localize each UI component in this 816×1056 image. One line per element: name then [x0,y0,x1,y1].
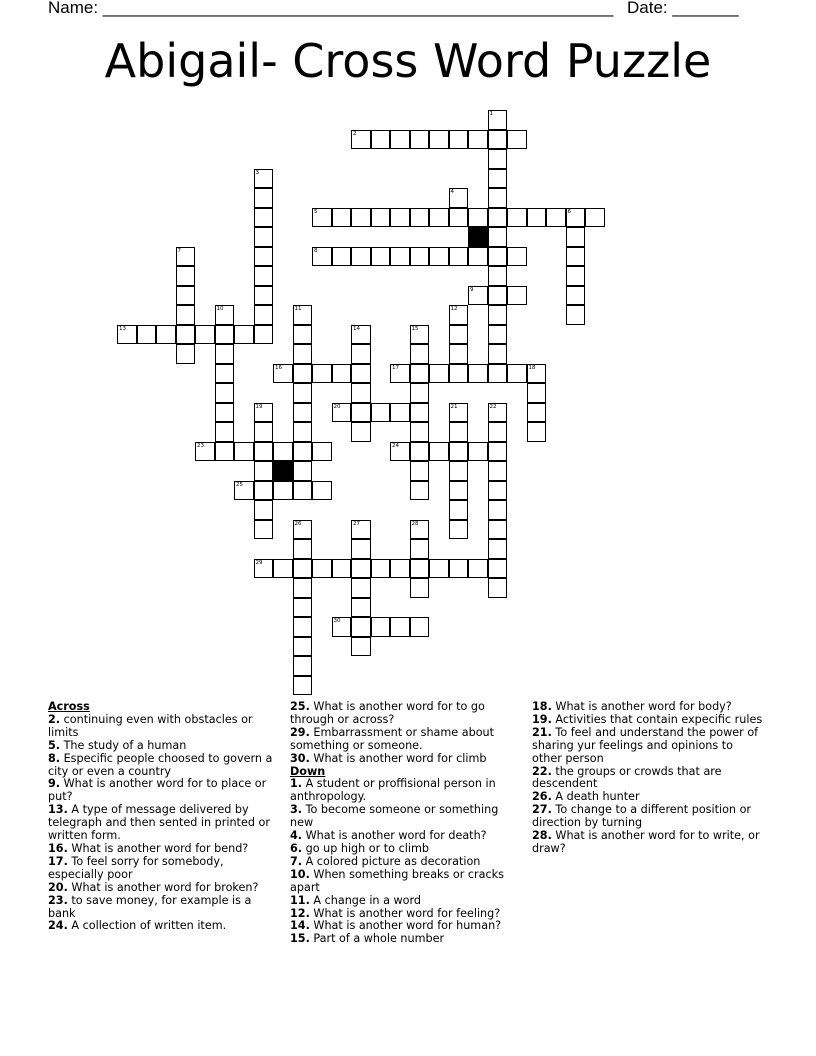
down-clue-list-continued [532,701,764,856]
grid-cell[interactable] [468,130,488,150]
grid-cell[interactable] [371,130,391,150]
cell-number: 9 [470,286,474,293]
down-heading: Down [290,764,326,778]
cell-number: 11 [294,306,302,312]
grid-cell[interactable] [293,559,313,579]
grid-cell[interactable] [488,539,508,559]
grid-cell[interactable] [488,266,508,286]
grid-cell[interactable] [429,208,449,228]
cell-number: 14 [353,325,360,332]
across-clue-20: 20. What is another word for broken? [48,880,259,894]
cell-number: 28 [411,520,419,527]
grid-cell[interactable] [488,286,508,306]
across-clue-list-continued [290,701,522,766]
grid-cell[interactable] [488,461,508,481]
grid-cell[interactable] [566,208,586,228]
grid-cell[interactable] [293,403,313,423]
grid-cell[interactable] [312,442,332,462]
grid-cell[interactable] [176,266,196,286]
cell-number: 3 [255,169,259,176]
grid-cell[interactable] [332,559,352,579]
grid-cell[interactable] [215,325,235,345]
grid-cell[interactable] [410,442,430,462]
grid-cell[interactable] [273,481,293,501]
grid-cell[interactable] [293,364,313,384]
down-clue-26: 26. A death hunter [532,790,640,804]
across-clue-29: 29. Embarrassment or shame about something or someone. [290,725,495,752]
grid-cell[interactable] [332,403,352,423]
grid-cell[interactable] [527,422,547,442]
grid-cell[interactable] [527,364,547,384]
cell-number: 10 [216,306,224,312]
cell-number: 12 [450,306,458,312]
grid-cell[interactable] [429,130,449,150]
grid-cell[interactable] [293,520,313,540]
grid-cell[interactable] [312,364,332,384]
grid-cell[interactable] [273,559,293,579]
grid-cell[interactable] [254,461,274,481]
grid-cell[interactable] [488,188,508,208]
down-clue-1: 1. A student or proffisional person in anthropology. [290,777,496,804]
cell-number: 27 [353,520,360,527]
down-clue-19: 19. Activities that contain expecific rules [532,712,763,726]
grid-cell[interactable] [449,461,469,481]
black-cell [468,227,488,247]
grid-cell[interactable] [410,383,430,403]
clue-column-3 [532,701,764,856]
cell-number: 16 [275,364,282,371]
down-clue-15: 15. Part of a whole number [290,932,445,946]
grid-cell[interactable] [390,403,410,423]
down-clue-21: 21. To feel and understand the power of sharing yur feelings and opinions to other person [532,725,759,765]
grid-cell[interactable] [410,208,430,228]
grid-cell[interactable] [488,149,508,169]
grid-cell[interactable] [254,247,274,267]
grid-cell[interactable] [351,578,371,598]
down-clue-10: 10. When something breaks or cracks apart [290,867,504,894]
grid-cell[interactable] [293,325,313,345]
grid-cell[interactable] [351,637,371,657]
grid-cell[interactable] [351,247,371,267]
cell-number: 20 [333,403,341,410]
header [48,0,768,22]
cell-number: 1 [489,111,493,117]
grid-cell[interactable] [410,520,430,540]
grid-cell[interactable] [429,247,449,267]
grid-cell[interactable] [449,481,469,501]
down-clue-18: 18. What is another word for body? [532,700,732,713]
grid-cell[interactable] [254,403,274,423]
grid-cell[interactable] [293,442,313,462]
grid-cell[interactable] [488,169,508,189]
grid-cell[interactable] [429,559,449,579]
grid-cell[interactable] [449,559,469,579]
grid-cell[interactable] [527,208,547,228]
cell-number: 7 [177,247,181,254]
grid-cell[interactable] [488,520,508,540]
grid-cell[interactable] [312,208,332,228]
grid-cell[interactable] [293,637,313,657]
grid-cell[interactable] [390,208,410,228]
cell-number: 25 [236,481,243,488]
grid-cell[interactable] [293,598,313,618]
grid-cell[interactable] [234,481,254,501]
grid-cell[interactable] [117,325,137,345]
grid-cell[interactable] [488,110,508,130]
grid-cell[interactable] [410,578,430,598]
grid-cell[interactable] [410,325,430,345]
grid-cell[interactable] [351,539,371,559]
date-line[interactable]: Date: _______ [627,0,739,17]
grid-cell[interactable] [488,578,508,598]
grid-cell[interactable] [468,559,488,579]
grid-cell[interactable] [254,305,274,325]
grid-cell[interactable] [429,442,449,462]
down-clue-3: 3. To become someone or something new [290,803,499,830]
grid-cell[interactable] [156,325,176,345]
grid-cell[interactable] [332,247,352,267]
grid-cell[interactable] [351,325,371,345]
grid-cell[interactable] [449,520,469,540]
grid-cell[interactable] [449,188,469,208]
grid-cell[interactable] [507,130,527,150]
name-line[interactable]: Name: ______________________________________________________ [48,0,614,17]
grid-cell[interactable] [566,266,586,286]
grid-cell[interactable] [351,403,371,423]
grid-cell[interactable] [449,422,469,442]
grid-cell[interactable] [254,559,274,579]
cell-number: 24 [392,442,399,449]
cell-number: 21 [450,403,458,410]
across-clue-list [48,714,280,933]
cell-number: 30 [333,618,341,624]
grid-cell[interactable] [293,617,313,637]
grid-cell[interactable] [176,247,196,267]
down-clue-4: 4. What is another word for death? [290,829,487,843]
grid-cell[interactable] [351,422,371,442]
clue-column-2 [290,701,522,946]
grid-cell[interactable] [488,344,508,364]
grid-cell[interactable] [566,247,586,267]
grid-cell[interactable] [176,286,196,306]
grid-cell[interactable] [195,442,215,462]
grid-cell[interactable] [468,364,488,384]
grid-cell[interactable] [390,364,410,384]
down-clue-27: 27. To change to a different position or direction by turning [532,803,752,830]
grid-cell[interactable] [293,481,313,501]
across-clue-17: 17. To feel sorry for somebody, especially poor [48,854,224,881]
grid-cell[interactable] [215,383,235,403]
grid-cell[interactable] [449,500,469,520]
grid-cell[interactable] [507,208,527,228]
across-heading: Across [48,700,90,713]
grid-cell[interactable] [488,364,508,384]
across-clue-9: 9. What is another word for to place or put? [48,777,267,804]
grid-cell[interactable] [468,286,488,306]
grid-cell[interactable] [137,325,157,345]
grid-cell[interactable] [488,403,508,423]
down-clue-14: 14. What is another word for human? [290,919,502,933]
grid-cell[interactable] [468,208,488,228]
grid-cell[interactable] [449,364,469,384]
grid-cell[interactable] [449,305,469,325]
grid-cell[interactable] [254,169,274,189]
grid-cell[interactable] [351,364,371,384]
grid-cell[interactable] [351,130,371,150]
grid-cell[interactable] [254,325,274,345]
grid-cell[interactable] [488,422,508,442]
grid-cell[interactable] [254,227,274,247]
grid-cell[interactable] [215,422,235,442]
grid-cell[interactable] [410,130,430,150]
grid-cell[interactable] [488,442,508,462]
grid-cell[interactable] [215,344,235,364]
cell-number: 5 [314,208,318,215]
grid-cell[interactable] [410,481,430,501]
grid-cell[interactable] [410,617,430,637]
grid-cell[interactable] [527,403,547,423]
down-clue-12: 12. What is another word for feeling? [290,906,501,920]
cell-number: 29 [255,559,263,566]
grid-cell[interactable] [488,481,508,501]
grid-cell[interactable] [390,617,410,637]
grid-cell[interactable] [585,208,605,228]
grid-cell[interactable] [254,500,274,520]
grid-cell[interactable] [449,344,469,364]
grid-cell[interactable] [371,247,391,267]
clue-column-1 [48,701,280,933]
cell-number: 2 [353,130,357,137]
grid-cell[interactable] [234,325,254,345]
grid-cell[interactable] [293,539,313,559]
cell-number: 17 [392,364,399,371]
grid-cell[interactable] [507,247,527,267]
across-clue-2: 2. continuing even with obstacles or limits [48,712,253,739]
grid-cell[interactable] [390,442,410,462]
grid-cell[interactable] [507,364,527,384]
grid-cell[interactable] [254,208,274,228]
cell-number: 6 [567,208,571,215]
cell-number: 15 [411,325,419,332]
grid-cell[interactable] [566,227,586,247]
grid-cell[interactable] [429,364,449,384]
grid-cell[interactable] [293,383,313,403]
grid-cell[interactable] [449,247,469,267]
grid-cell[interactable] [254,266,274,286]
grid-cell[interactable] [507,286,527,306]
black-cell [273,461,293,481]
across-clue-24: 24. A collection of written item. [48,919,227,933]
grid-cell[interactable] [254,481,274,501]
grid-cell[interactable] [488,305,508,325]
grid-cell[interactable] [332,364,352,384]
grid-cell[interactable] [390,247,410,267]
grid-cell[interactable] [449,403,469,423]
grid-cell[interactable] [488,325,508,345]
grid-cell[interactable] [410,461,430,481]
grid-cell[interactable] [293,656,313,676]
grid-cell[interactable] [273,364,293,384]
grid-cell[interactable] [293,676,313,696]
grid-cell[interactable] [527,383,547,403]
grid-cell[interactable] [410,559,430,579]
grid-cell[interactable] [488,500,508,520]
grid-cell[interactable] [546,208,566,228]
grid-cell[interactable] [410,344,430,364]
cell-number: 19 [255,403,263,410]
grid-cell[interactable] [332,208,352,228]
grid-cell[interactable] [566,305,586,325]
cell-number: 23 [197,442,204,449]
grid-cell[interactable] [488,227,508,247]
grid-cell[interactable] [351,208,371,228]
grid-cell[interactable] [351,520,371,540]
grid-cell[interactable] [566,286,586,306]
grid-cell[interactable] [371,403,391,423]
across-clue-25: 25. What is another word for to go through or across? [290,700,485,726]
grid-cell[interactable] [410,247,430,267]
grid-cell[interactable] [293,422,313,442]
across-clue-8: 8. Especific people choosed to govern a city or even a country [48,751,273,778]
grid-cell[interactable] [195,325,215,345]
grid-cell[interactable] [371,208,391,228]
grid-cell[interactable] [351,344,371,364]
grid-cell[interactable] [234,442,254,462]
down-clue-22: 22. the groups or crowds that are descendent [532,764,722,791]
cell-number: 26 [294,520,302,527]
down-clue-28: 28. What is another word for to write, or draw? [532,829,760,855]
grid-cell[interactable] [254,520,274,540]
grid-cell[interactable] [312,481,332,501]
grid-cell[interactable] [449,130,469,150]
grid-cell[interactable] [449,442,469,462]
grid-cell[interactable] [273,442,293,462]
grid-cell[interactable] [215,305,235,325]
grid-cell[interactable] [312,559,332,579]
grid-cell[interactable] [351,617,371,637]
cell-number: 8 [314,247,318,254]
down-clue-11: 11. A change in a word [290,893,421,907]
grid-cell[interactable] [410,403,430,423]
cell-number: 18 [528,364,536,371]
grid-cell[interactable] [351,559,371,579]
grid-cell[interactable] [254,422,274,442]
grid-cell[interactable] [293,305,313,325]
grid-cell[interactable] [312,247,332,267]
down-clue-6: 6. go up high or to climb [290,841,429,855]
grid-cell[interactable] [468,442,488,462]
cell-number: 4 [450,189,454,195]
grid-cell[interactable] [351,383,371,403]
grid-cell[interactable] [371,617,391,637]
grid-cell[interactable] [488,208,508,228]
grid-cell[interactable] [215,364,235,384]
page-title: Abigail- Cross Word Puzzle [104,34,712,88]
grid-cell[interactable] [371,559,391,579]
grid-cell[interactable] [254,442,274,462]
across-clue-5: 5. The study of a human [48,738,187,752]
grid-cell[interactable] [176,305,196,325]
grid-cell[interactable] [293,461,313,481]
across-clue-13: 13. A type of message delivered by telegraph and then sented in printed or written form. [48,803,270,843]
down-clue-7: 7. A colored picture as decoration [290,854,481,868]
grid-cell[interactable] [449,325,469,345]
across-clue-16: 16. What is another word for bend? [48,841,249,855]
grid-cell[interactable] [176,344,196,364]
grid-cell[interactable] [410,539,430,559]
grid-cell[interactable] [351,598,371,618]
grid-cell[interactable] [488,247,508,267]
grid-cell[interactable] [488,559,508,579]
across-clue-23: 23. to save money, for example is a bank [48,893,252,920]
grid-cell[interactable] [293,344,313,364]
grid-cell[interactable] [293,578,313,598]
grid-cell[interactable] [390,130,410,150]
grid-cell[interactable] [332,617,352,637]
grid-cell[interactable] [254,286,274,306]
grid-cell[interactable] [468,247,488,267]
grid-cell[interactable] [176,325,196,345]
down-clue-list [290,778,522,946]
grid-cell[interactable] [215,442,235,462]
grid-cell[interactable] [488,130,508,150]
across-clue-30: 30. What is another word for climb [290,751,487,765]
cell-number: 22 [489,403,497,410]
grid-cell[interactable] [254,188,274,208]
grid-cell[interactable] [449,208,469,228]
grid-cell[interactable] [390,559,410,579]
grid-cell[interactable] [410,422,430,442]
grid-cell[interactable] [410,364,430,384]
grid-cell[interactable] [215,403,235,423]
cell-number: 13 [119,325,126,332]
